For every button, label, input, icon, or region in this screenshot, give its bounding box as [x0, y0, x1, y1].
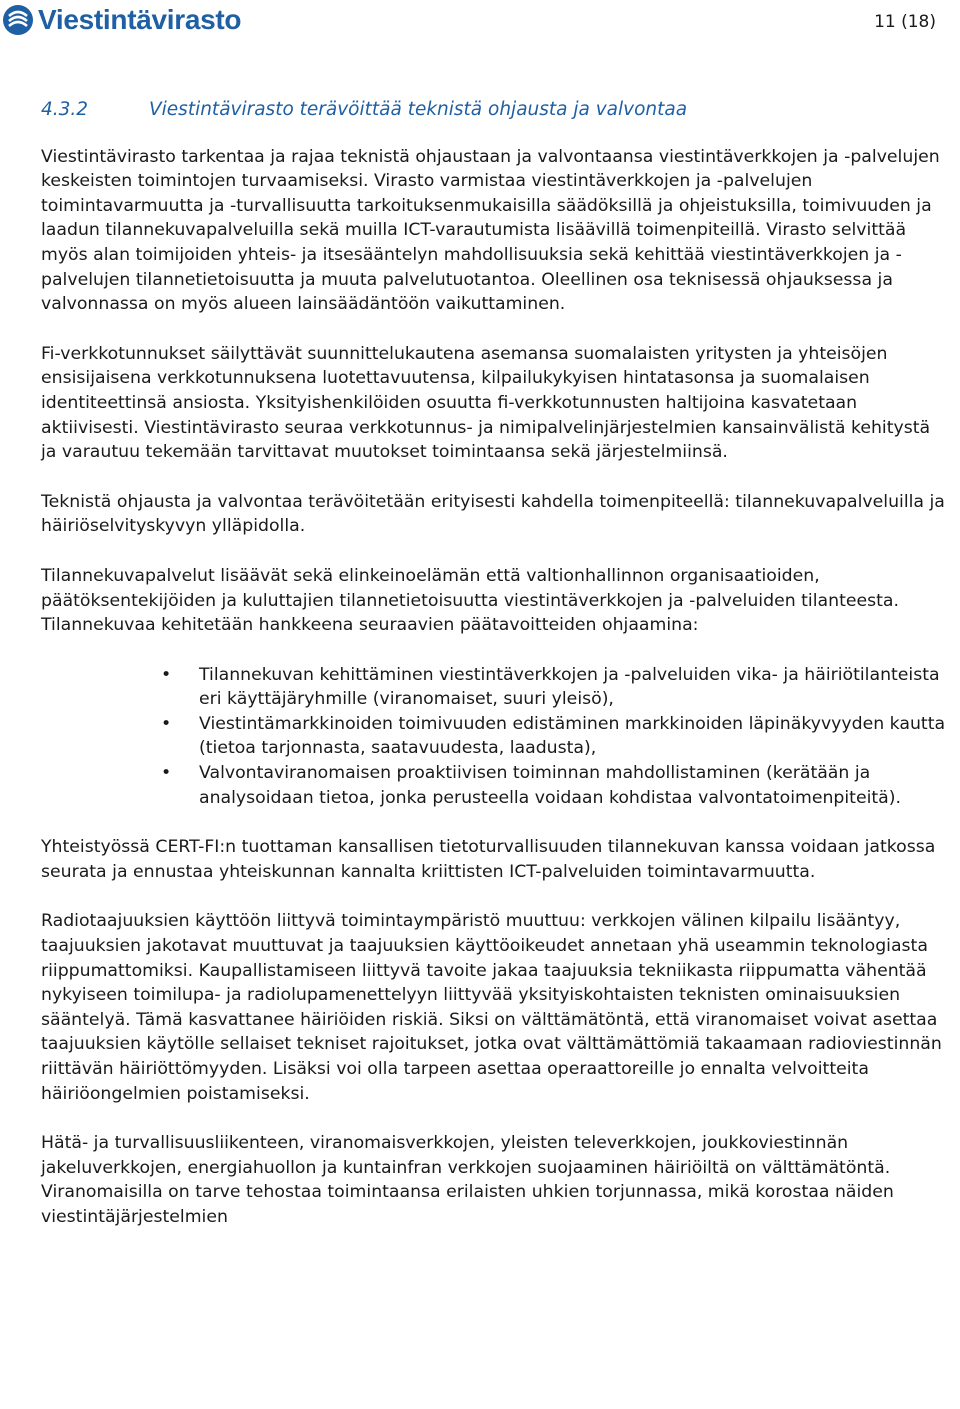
page-number: 11 (18)	[874, 12, 936, 32]
bullet-icon: •	[161, 713, 172, 734]
paragraph: Hätä- ja turvallisuusliikenteen, viranomaisverkkojen, yleisten televerkkojen, joukkoviestinnän jakeluverkkojen, energiahuollon ja kuntainfran verkkojen suojaaminen häiriöiltä on välttämätöntä. Viranomaisilla on tarve tehostaa toimintaansa erilaisten uhkien torjunnassa, mikä korostaa näiden viestintäjärjestelmien	[41, 1133, 894, 1227]
list-item	[161, 712, 946, 761]
paragraph: Viestintävirasto tarkentaa ja rajaa teknistä ohjaustaan ja valvontaansa viestintäverkkojen ja -palvelujen keskeisten toimintojen turvaamiseksi. Virasto varmistaa viestintäverkkojen ja -palvelujen toimintavarmuutta ja -turvallisuutta tarkoituksenmukaisilla säädöksillä ja ohjeistuksilla, toimivuuden ja laadun tilannekuvapalveluilla sekä muilla ICT-varautumista lisäävillä toimenpiteillä. Virasto selvittää myös alan toimijoiden yhteis- ja itsesääntelyn mahdollisuuksia sekä kehittää viestintäverkkojen ja -palvelujen tilannetietoisuutta ja muuta palvelutuotantoa. Oleellinen osa teknisessä ohjauksessa ja valvonnassa on myös alueen lainsäädäntöön vaikuttaminen.	[41, 146, 940, 315]
paragraph: Teknistä ohjausta ja valvontaa terävöitetään erityisesti kahdella toimenpiteellä: tilannekuvapalveluilla ja häiriöselvityskyvyn ylläpidolla.	[41, 491, 945, 537]
paragraph: Radiotaajuuksien käyttöön liittyvä toimintaympäristö muuttuu: verkkojen välinen kilpailu lisääntyy, taajuuksien jakotavat muuttuvat ja taajuuksien käyttöoikeudet annetaan yhä useammin teknologiasta riippumattomiksi. Kaupallistamiseen liittyvä tavoite jakaa taajuuksia tekniikasta riippumatta vähentää nykyiseen toimilupa- ja radiolupamenettelyyn liittyvää yksityiskohtaisten teknisten ominaisuuksien sääntelyä. Tämä kasvattanee häiriöiden riskiä. Siksi on välttämätöntä, että viranomaiset voivat asettaa taajuuksien käytölle sellaiset tekniset rajoitukset, jotka ovat välttämättömiä takaamaan radioviestinnän riittävän häiriöttömyyden. Lisäksi voi olla tarpeen asettaa operaattoreille jo ennalta velvoitteita häiriöongelmien poistamiseksi.	[41, 911, 942, 1104]
bullet-list	[41, 663, 946, 811]
list-item	[161, 761, 946, 810]
paragraph: Fi-verkkotunnukset säilyttävät suunnittelukautena asemansa suomalaisten yritysten ja yhteisöjen ensisijaisena verkkotunnuksena luotettavuutensa, kilpailukykyisen hintatasonsa ja suomalaisen identiteettinsä ansiosta. Yksityishenkilöiden osuutta fi-verkkotunnusten haltijoina kasvatetaan aktiivisesti. Viestintävirasto seuraa verkkotunnus- ja nimipalvelinjärjestelmien kansainvälistä kehitystä ja varautuu tekemään tarvittavat muutokset toimintaansa sekä järjestelmiinsä.	[41, 343, 931, 463]
paragraph: Yhteistyössä CERT-FI:n tuottaman kansallisen tietoturvallisuuden tilannekuvan kanssa voidaan jatkossa seurata ja ennustaa yhteiskunnan kannalta kriittisten ICT-palveluiden toimintavarmuutta.	[41, 837, 936, 882]
list-item-text: Tilannekuvan kehittäminen viestintäverkkojen ja -palveluiden vika- ja häiriötilanteista eri käyttäjäryhmille (viranomaiset, suuri yleisö),	[199, 664, 940, 710]
bullet-icon: •	[161, 763, 172, 784]
logo-text: Viestintävirasto	[38, 4, 242, 35]
section-heading	[41, 98, 946, 123]
paragraph: Tilannekuvapalvelut lisäävät sekä elinkeinoelämän että valtionhallinnon organisaatioiden, päätöksentekijöiden ja kuluttajien tilannetietoisuutta viestintäverkkojen ja -palveluiden tilanteesta. Tilannekuvaa kehitetään hankkeena seuraavien päätavoitteiden ohjaamina:	[41, 565, 899, 636]
list-item	[161, 663, 946, 712]
logo-icon	[2, 4, 34, 36]
page-header	[0, 0, 960, 60]
bullet-icon: •	[161, 664, 172, 685]
list-item-text: Viestintämarkkinoiden toimivuuden edistäminen markkinoiden läpinäkyvyyden kautta (tietoa tarjonnasta, saatavuudesta, laadusta),	[199, 713, 946, 759]
list-item-text: Valvontaviranomaisen proaktiivisen toiminnan mahdollistaminen (kerätään ja analysoidaan tietoa, jonka perusteella voidaan kohdistaa valvontatoimenpiteitä).	[199, 763, 901, 808]
section-number: 4.3.2	[41, 99, 89, 120]
logo	[2, 2, 241, 38]
section-title: Viestintävirasto terävöittää teknistä ohjausta ja valvontaa	[149, 99, 688, 120]
document-body	[41, 98, 946, 1255]
